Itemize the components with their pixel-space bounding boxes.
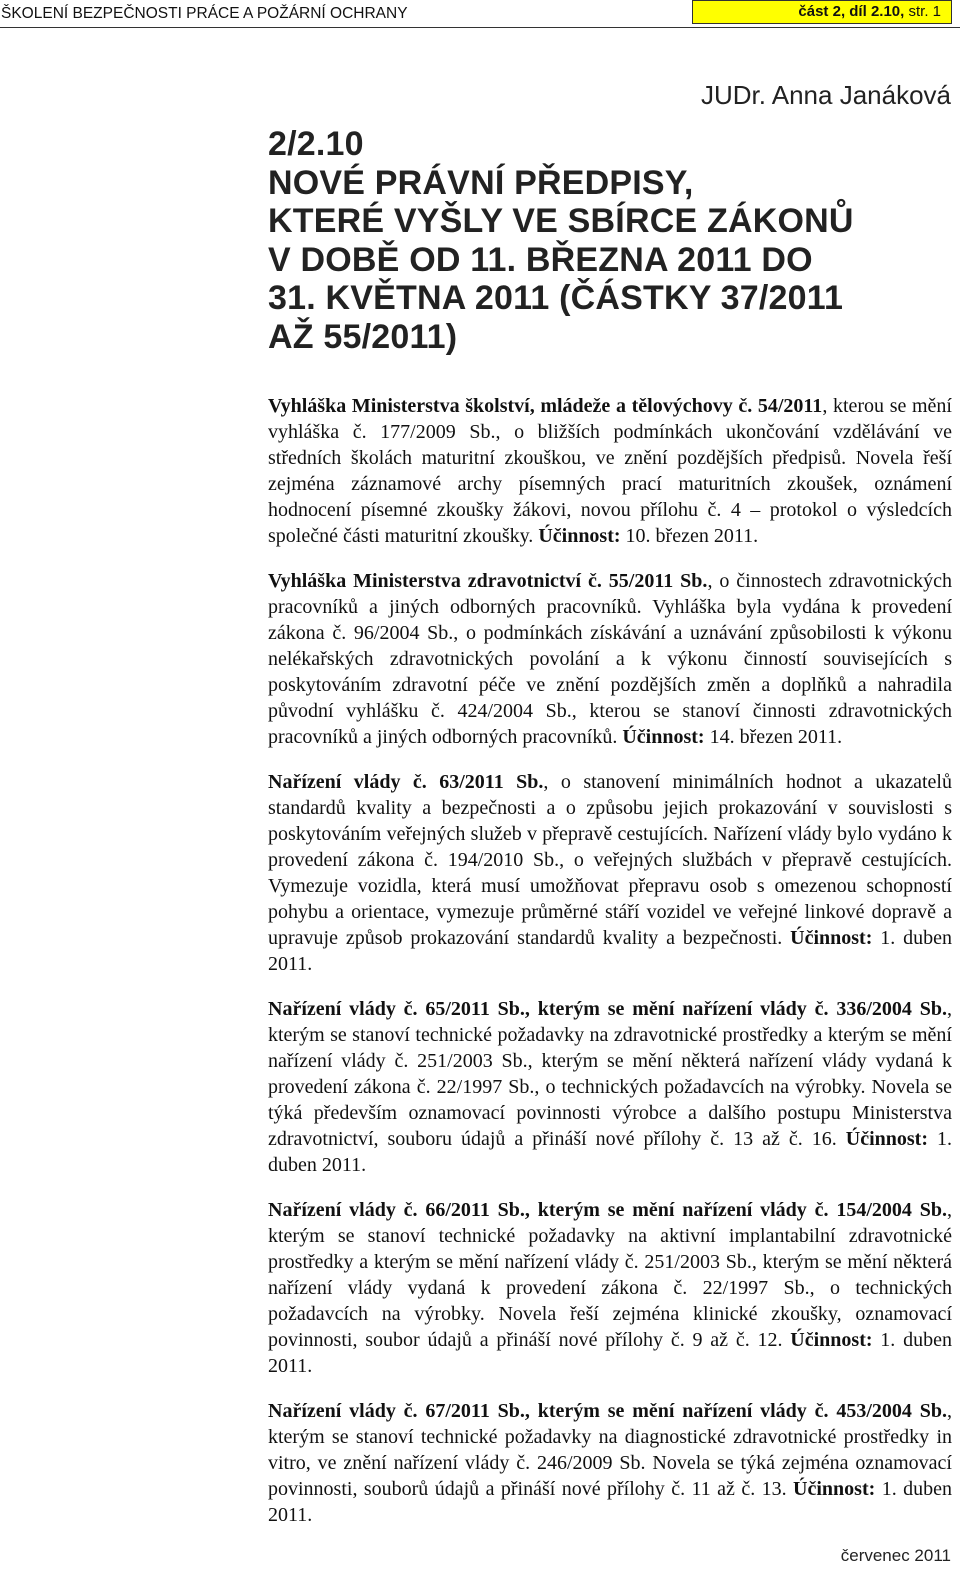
regulation-heading: Vyhláška Ministerstva školství, mládeže a tělovýchovy č. 54/2011 [268,395,823,417]
regulation-heading: Nařízení vlády č. 67/2011 Sb., kterým se mění nařízení vlády č. 453/2004 Sb. [268,1400,947,1422]
effective-date: 14. březen 2011. [704,726,843,748]
regulation-text: , kterým se stanoví technické požadavky na diagnostické zdravotnické prostředky in vitro, ve znění nařízení vlády č. 246/2009 Sb. Novela se týká zejména oznamovací povinnosti, souborů údajů a přináší nové přílohy č. 11 až č. 13. [268,1400,952,1500]
title-line: 31. KVĚTNA 2011 (ČÁSTKY 37/2011 [268,279,844,317]
effective-date: 1. duben 2011. [268,1128,952,1176]
effective-label: Účinnost: [538,525,621,547]
header-divider [0,27,960,28]
regulation-entry [268,769,952,977]
regulation-text: , kterým se stanoví technické požadavky na aktivní implantabilní zdravotnické prostředky a kterým se mění nařízení vlády č. 251/2003 Sb., kterým se mění některá nařízení vlády vydaná k provedení zákona č. 22/1997 Sb., o technických požadavcích na výrobky. Novela řeší zejména klinické zkoušky, oznamovací povinnosti, soubor údajů a přináší nové přílohy č. 9 až č. 12. [268,1199,952,1351]
publication-title: ŠKOLENÍ BEZPEČNOSTI PRÁCE A POŽÁRNÍ OCHRANY [1,5,408,22]
regulation-entry [268,996,952,1178]
author-name: JUDr. Anna Janáková [700,80,951,110]
regulation-heading: Vyhláška Ministerstva zdravotnictví č. 55/2011 Sb. [268,570,708,592]
regulation-text: , kterou se mění vyhláška č. 177/2009 Sb., o bližších podmínkách ukončování vzdělávání ve středních školách maturitní zkouškou, ve znění pozdějších předpisů. Novela řeší zejména záznamové archy písemných prací maturitních zkoušek, oznámení hodnocení písemné zkoušky žákovi, novou přílohu č. 4 – protokol o výsledcích společné části maturitní zkoušky. [268,395,952,547]
section-badge-bold: část 2, díl 2.10, [798,3,905,20]
article-title [268,125,958,356]
regulation-heading: Nařízení vlády č. 65/2011 Sb., kterým se mění nařízení vlády č. 336/2004 Sb. [268,998,947,1020]
issue-date: červenec 2011 [840,1546,951,1565]
regulation-entry [268,568,952,750]
regulation-entry [268,1398,952,1528]
title-line: 2/2.10 [268,125,364,163]
effective-label: Účinnost: [845,1128,928,1150]
effective-date: 1. duben 2011. [268,1329,952,1377]
effective-date: 1. duben 2011. [268,927,952,975]
effective-date: 1. duben 2011. [268,1478,952,1526]
title-line: V DOBĚ OD 11. BŘEZNA 2011 DO [268,240,813,279]
effective-label: Účinnost: [790,927,873,949]
regulation-entry [268,1197,952,1379]
regulation-text: , o stanovení minimálních hodnot a ukazatelů standardů kvality a bezpečnosti a o způsobu jejich prokazování v souvislosti s poskytováním veřejných služeb v přepravě cestujících. Nařízení vlády bylo vydáno k provedení zákona č. 194/2010 Sb., o veřejných službách v přepravě cestujících. Vymezuje vozidla, která musí umožňovat přepravu osob s omezenou schopností pohybu a orientace, vymezuje průměrné stáří vozidel ve veřejné linkové dopravě a upravuje způsob prokazování standardů kvality a bezpečnosti. [268,771,952,949]
section-badge [692,0,952,24]
article-body [268,393,952,1547]
page-header [0,0,960,30]
title-line: NOVÉ PRÁVNÍ PŘEDPISY, [268,163,694,202]
regulation-text: , kterým se stanoví technické požadavky na zdravotnické prostředky a kterým se mění nařízení vlády č. 251/2003 Sb., kterým se mění některá nařízení vlády vydaná k provedení zákona č. 22/1997 Sb., o technických požadavcích na výrobky. Novela se týká především oznamovací povinnosti výrobce a dalšího postupu Ministerstva zdravotnictví, souboru údajů a přináší nové přílohy č. 13 až č. 16. [268,998,952,1150]
title-line: KTERÉ VYŠLY VE SBÍRCE ZÁKONŮ [268,202,854,240]
regulation-heading: Nařízení vlády č. 66/2011 Sb., kterým se mění nařízení vlády č. 154/2004 Sb. [268,1199,947,1221]
section-badge-page: str. 1 [904,3,941,20]
effective-date: 10. březen 2011. [620,525,759,547]
regulation-entry [268,393,952,549]
effective-label: Účinnost: [622,726,705,748]
title-line: AŽ 55/2011) [268,317,458,356]
effective-label: Účinnost: [790,1329,873,1351]
regulation-text: , o činnostech zdravotnických pracovníků a jiných odborných pracovníků. Vyhláška byla vydána k provedení zákona č. 96/2004 Sb., o podmínkách získávání a uznávání způsobilosti k výkonu nelékařských zdravotnických povolání a k výkonu činností souvisejících s poskytováním zdravotní péče ve znění pozdějších změn a doplňků a nahradila původní vyhlášku č. 424/2004 Sb., kterou se stanoví činnosti zdravotnických pracovníků a jiných odborných pracovníků. [268,570,952,748]
effective-label: Účinnost: [793,1478,876,1500]
regulation-heading: Nařízení vlády č. 63/2011 Sb. [268,771,544,793]
